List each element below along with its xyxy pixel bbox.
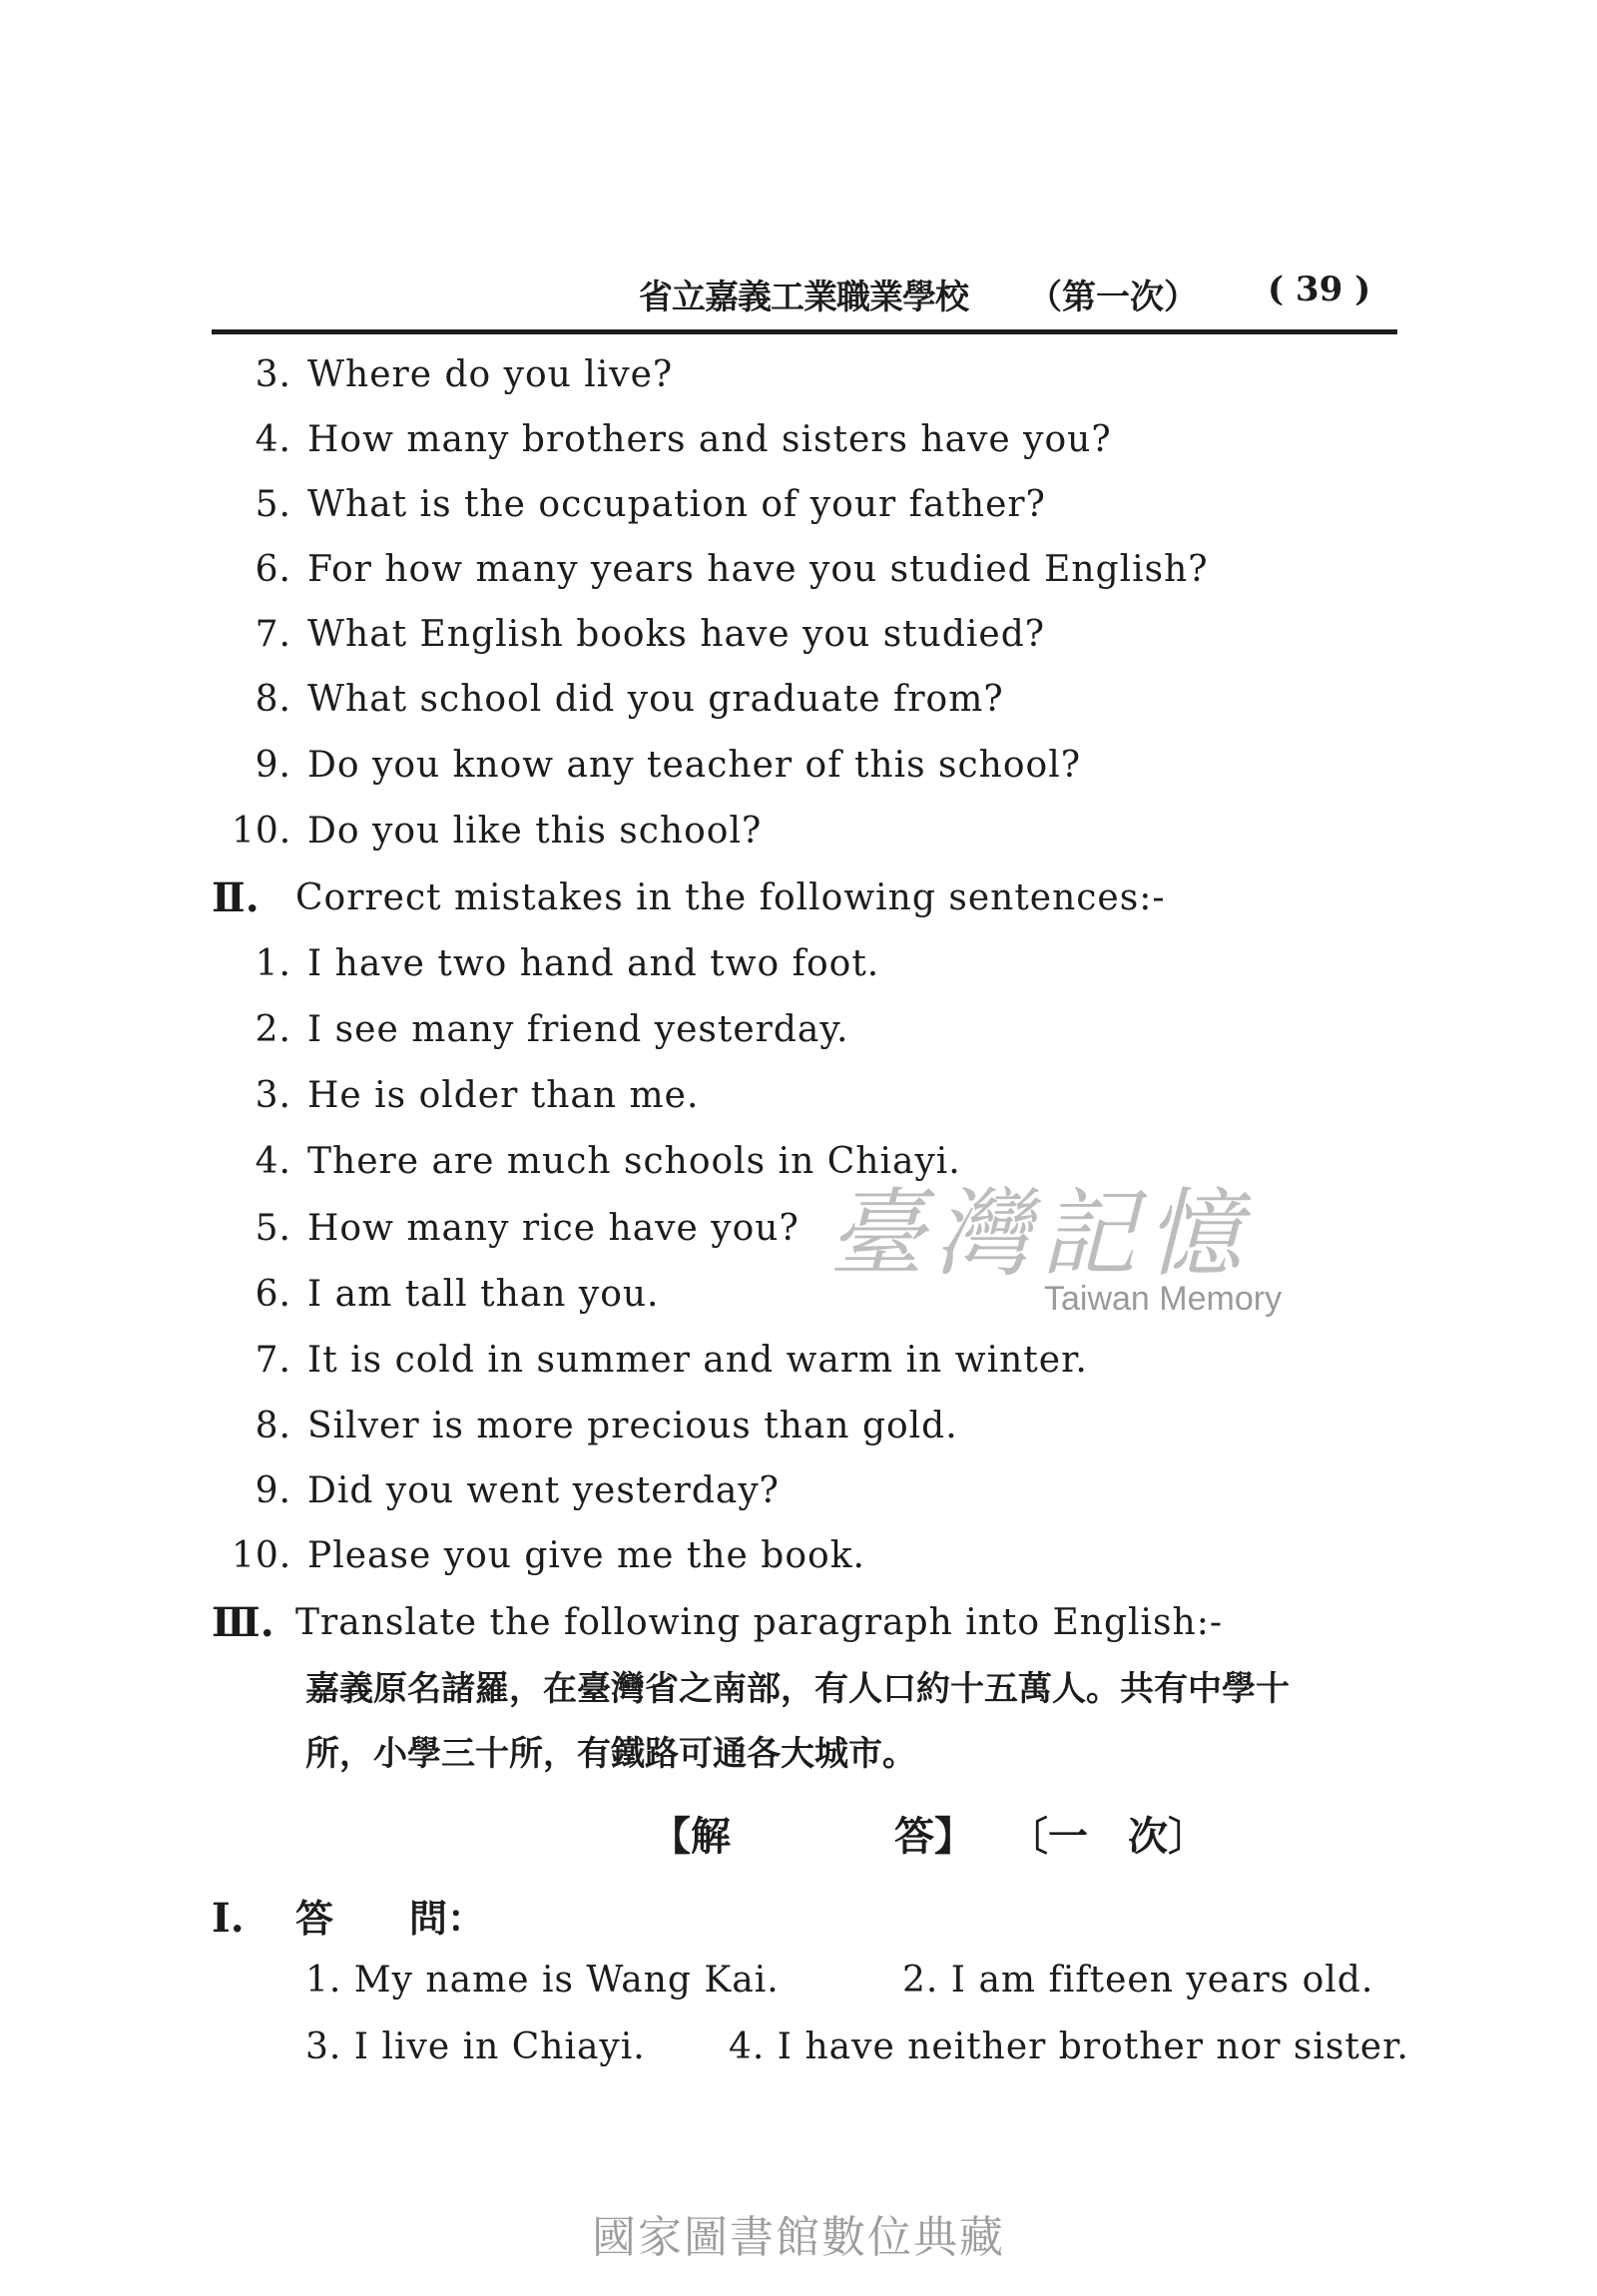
correction-item: 4. There are much schools in Chiayi. bbox=[255, 1141, 961, 1182]
question-item: 8. What school did you graduate from? bbox=[255, 679, 1004, 720]
header-rule bbox=[212, 329, 1397, 334]
question-item: 9. Do you know any teacher of this school? bbox=[255, 745, 1082, 786]
correction-item: 2. I see many friend yesterday. bbox=[255, 1009, 849, 1050]
correction-item: 5. How many rice have you? bbox=[255, 1208, 799, 1249]
taiwan-memory-watermark bbox=[828, 1158, 1308, 1318]
answer-item: 3. I live in Chiayi. bbox=[305, 2026, 646, 2067]
correction-item: 3. He is older than me. bbox=[255, 1075, 700, 1116]
section-title: Translate the following paragraph into English:- bbox=[295, 1602, 1223, 1643]
correction-item: 10. Please you give me the book. bbox=[232, 1535, 865, 1576]
exam-round: （第一次） bbox=[1028, 278, 1198, 317]
question-item: 7. What English books have you studied? bbox=[255, 614, 1046, 655]
answer-item: 1. My name is Wang Kai. bbox=[305, 1960, 780, 2001]
watermark-cjk: 臺灣記憶 bbox=[828, 1178, 1252, 1290]
chinese-passage-line: 所，小學三十所，有鐵路可通各大城市。 bbox=[305, 1734, 916, 1774]
question-item: 10. Do you like this school? bbox=[232, 811, 763, 852]
correction-item: 8. Silver is more precious than gold. bbox=[255, 1406, 958, 1446]
section-numeral: Ⅱ. bbox=[212, 874, 260, 921]
answers-section-title: 答 問： bbox=[295, 1897, 486, 1941]
answers-heading-round: 〔一 次〕 bbox=[1008, 1814, 1208, 1860]
watermark-en: Taiwan Memory bbox=[1044, 1280, 1283, 1318]
page-number: ( 39 ) bbox=[1268, 270, 1371, 309]
library-footer: 國家圖書館數位典藏 bbox=[592, 2212, 1005, 2263]
correction-item: 7. It is cold in summer and warm in winter. bbox=[255, 1340, 1088, 1381]
answer-item: 4. I have neither brother nor sister. bbox=[729, 2026, 1409, 2067]
chinese-passage-line: 嘉義原名諸羅，在臺灣省之南部，有人口約十五萬人。共有中學十 bbox=[305, 1669, 1290, 1709]
correction-item: 1. I have two hand and two foot. bbox=[255, 943, 880, 984]
school-name: 省立嘉義工業職業學校 bbox=[639, 278, 968, 317]
question-item: 4. How many brothers and sisters have you? bbox=[255, 419, 1112, 460]
answer-item: 2. I am fifteen years old. bbox=[902, 1960, 1374, 2001]
answers-heading-right: 答】 bbox=[894, 1814, 974, 1860]
section-numeral: Ⅲ. bbox=[212, 1599, 274, 1646]
question-item: 3. Where do you live? bbox=[255, 354, 674, 395]
correction-item: 6. I am tall than you. bbox=[255, 1274, 660, 1315]
question-item: 6. For how many years have you studied English? bbox=[255, 549, 1209, 590]
page-header bbox=[210, 268, 1397, 317]
question-item: 5. What is the occupation of your father? bbox=[255, 484, 1046, 525]
section-title: Correct mistakes in the following sentences:- bbox=[295, 877, 1166, 918]
answers-heading-left: 【解 bbox=[651, 1814, 731, 1860]
correction-item: 9. Did you went yesterday? bbox=[255, 1470, 780, 1511]
section-numeral: I. bbox=[212, 1895, 245, 1942]
